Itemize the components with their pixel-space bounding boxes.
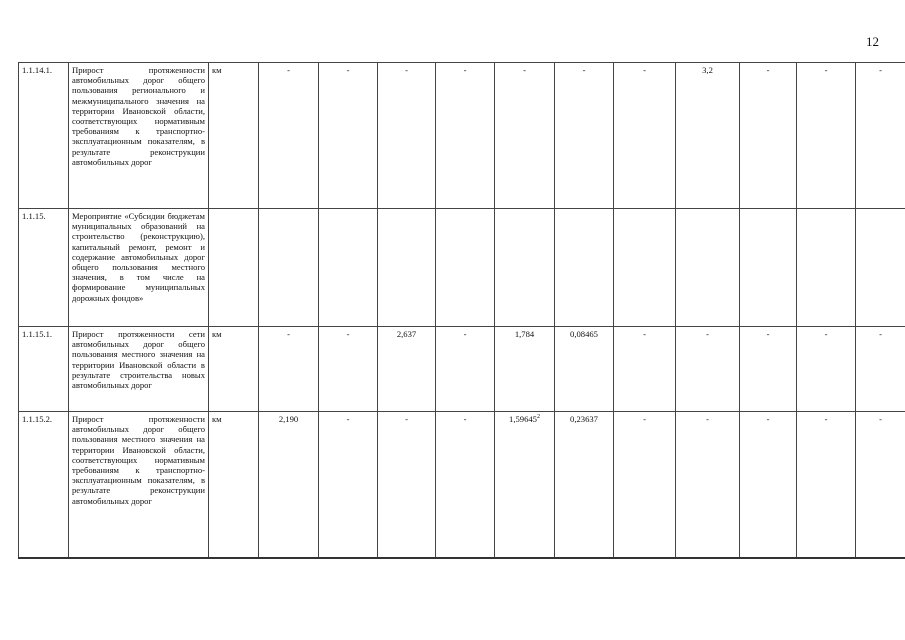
value-cell [740,327,797,412]
value-cell [319,63,378,209]
value-cell [676,412,740,558]
value-cell [259,209,319,327]
value-cell [614,412,676,558]
unit-cell: км [209,327,259,412]
value-text: 3,2 [702,65,713,75]
row-number-cell: 1.1.14.1. [19,63,69,209]
table-body [19,63,905,558]
value-cell [259,63,319,209]
value-cell [614,63,676,209]
row-number-cell: 1.1.15. [19,209,69,327]
value-cell [436,209,495,327]
unit-cell [209,209,259,327]
value-text: - [582,65,586,75]
value-text: 1,784 [514,329,535,339]
value-cell [319,327,378,412]
table-row [19,327,905,412]
value-cell [856,412,905,558]
value-cell [856,63,905,209]
table-row [19,209,905,327]
value-text: - [766,329,770,339]
value-cell [495,412,555,558]
value-cell [740,63,797,209]
value-text: - [643,65,646,75]
value-text: - [766,414,770,424]
value-text: - [463,329,467,339]
value-text: - [463,65,467,75]
value-cell [436,63,495,209]
value-cell [495,209,555,327]
value-cell [856,209,905,327]
footnote-mark: 2 [536,414,540,421]
value-text: - [706,414,709,424]
value-text: - [463,414,467,424]
value-cell [797,63,856,209]
value-cell [555,63,614,209]
value-text: - [287,329,290,339]
value-cell [378,412,436,558]
value-text: 1,59645 [509,414,537,424]
value-cell [259,327,319,412]
value-cell [676,63,740,209]
value-text: - [766,65,770,75]
indicator-name-cell: Прирост протяженности автомобильных дорог общего пользования местного значения на территории Ивановской области, соответствующих нормативным требованиям к транспортно-эксплуатационным показателям, в результате реконструкции автомобильных дорог [69,412,209,558]
value-text: - [346,65,350,75]
value-cell [555,412,614,558]
value-cell [555,209,614,327]
value-text: - [824,414,828,424]
value-text: - [346,329,350,339]
page-number: 12 [866,34,879,49]
value-cell [378,209,436,327]
value-cell [378,327,436,412]
value-text: - [287,65,290,75]
value-cell [495,63,555,209]
indicators-table [18,62,905,559]
value-cell [797,327,856,412]
value-text: - [824,65,828,75]
value-text: 2,190 [278,414,299,424]
value-cell [555,327,614,412]
value-cell [378,63,436,209]
value-cell [614,209,676,327]
value-text: - [879,329,882,339]
value-cell [797,209,856,327]
value-text: - [405,65,408,75]
value-cell [436,412,495,558]
value-text: - [879,65,882,75]
value-text: - [879,414,882,424]
value-text: 2,637 [396,329,417,339]
indicator-name-cell: Прирост протяженности сети автомобильных дорог общего пользования местного значения на территории Ивановской области в результате строительства новых автомобильных дорог [69,327,209,412]
value-text: 0,08465 [570,329,598,339]
value-cell [676,209,740,327]
value-cell [797,412,856,558]
value-text: 0,23637 [570,414,598,424]
indicator-name-cell: Мероприятие «Субсидии бюджетам муниципальных образований на строительство (реконструкцию), капитальный ремонт, ремонт и содержание автомобильных дорог общего пользования местного значения, в том числе на формирование муниципальных дорожных фондов» [69,209,209,327]
indicator-name-cell: Прирост протяженности автомобильных дорог общего пользования регионального и межмуниципального значения на территории Ивановской области, соответствующих нормативным требованиям к транспортно-эксплуатационным показателям, в результате реконструкции автомобильных дорог [69,63,209,209]
value-text: - [643,414,646,424]
value-cell [676,327,740,412]
value-cell [259,412,319,558]
value-cell [740,209,797,327]
row-number-cell: 1.1.15.2. [19,412,69,558]
value-cell [436,327,495,412]
value-cell [856,327,905,412]
table-row [19,412,905,558]
value-text: - [643,329,646,339]
value-text: - [405,414,408,424]
value-text: - [824,329,828,339]
unit-cell: км [209,412,259,558]
value-cell [614,327,676,412]
value-text: - [706,329,709,339]
value-cell [740,412,797,558]
value-text: - [346,414,350,424]
value-cell [319,209,378,327]
row-number-cell: 1.1.15.1. [19,327,69,412]
value-text: - [523,65,526,75]
value-cell [495,327,555,412]
value-cell [319,412,378,558]
table-row [19,63,905,209]
unit-cell: км [209,63,259,209]
